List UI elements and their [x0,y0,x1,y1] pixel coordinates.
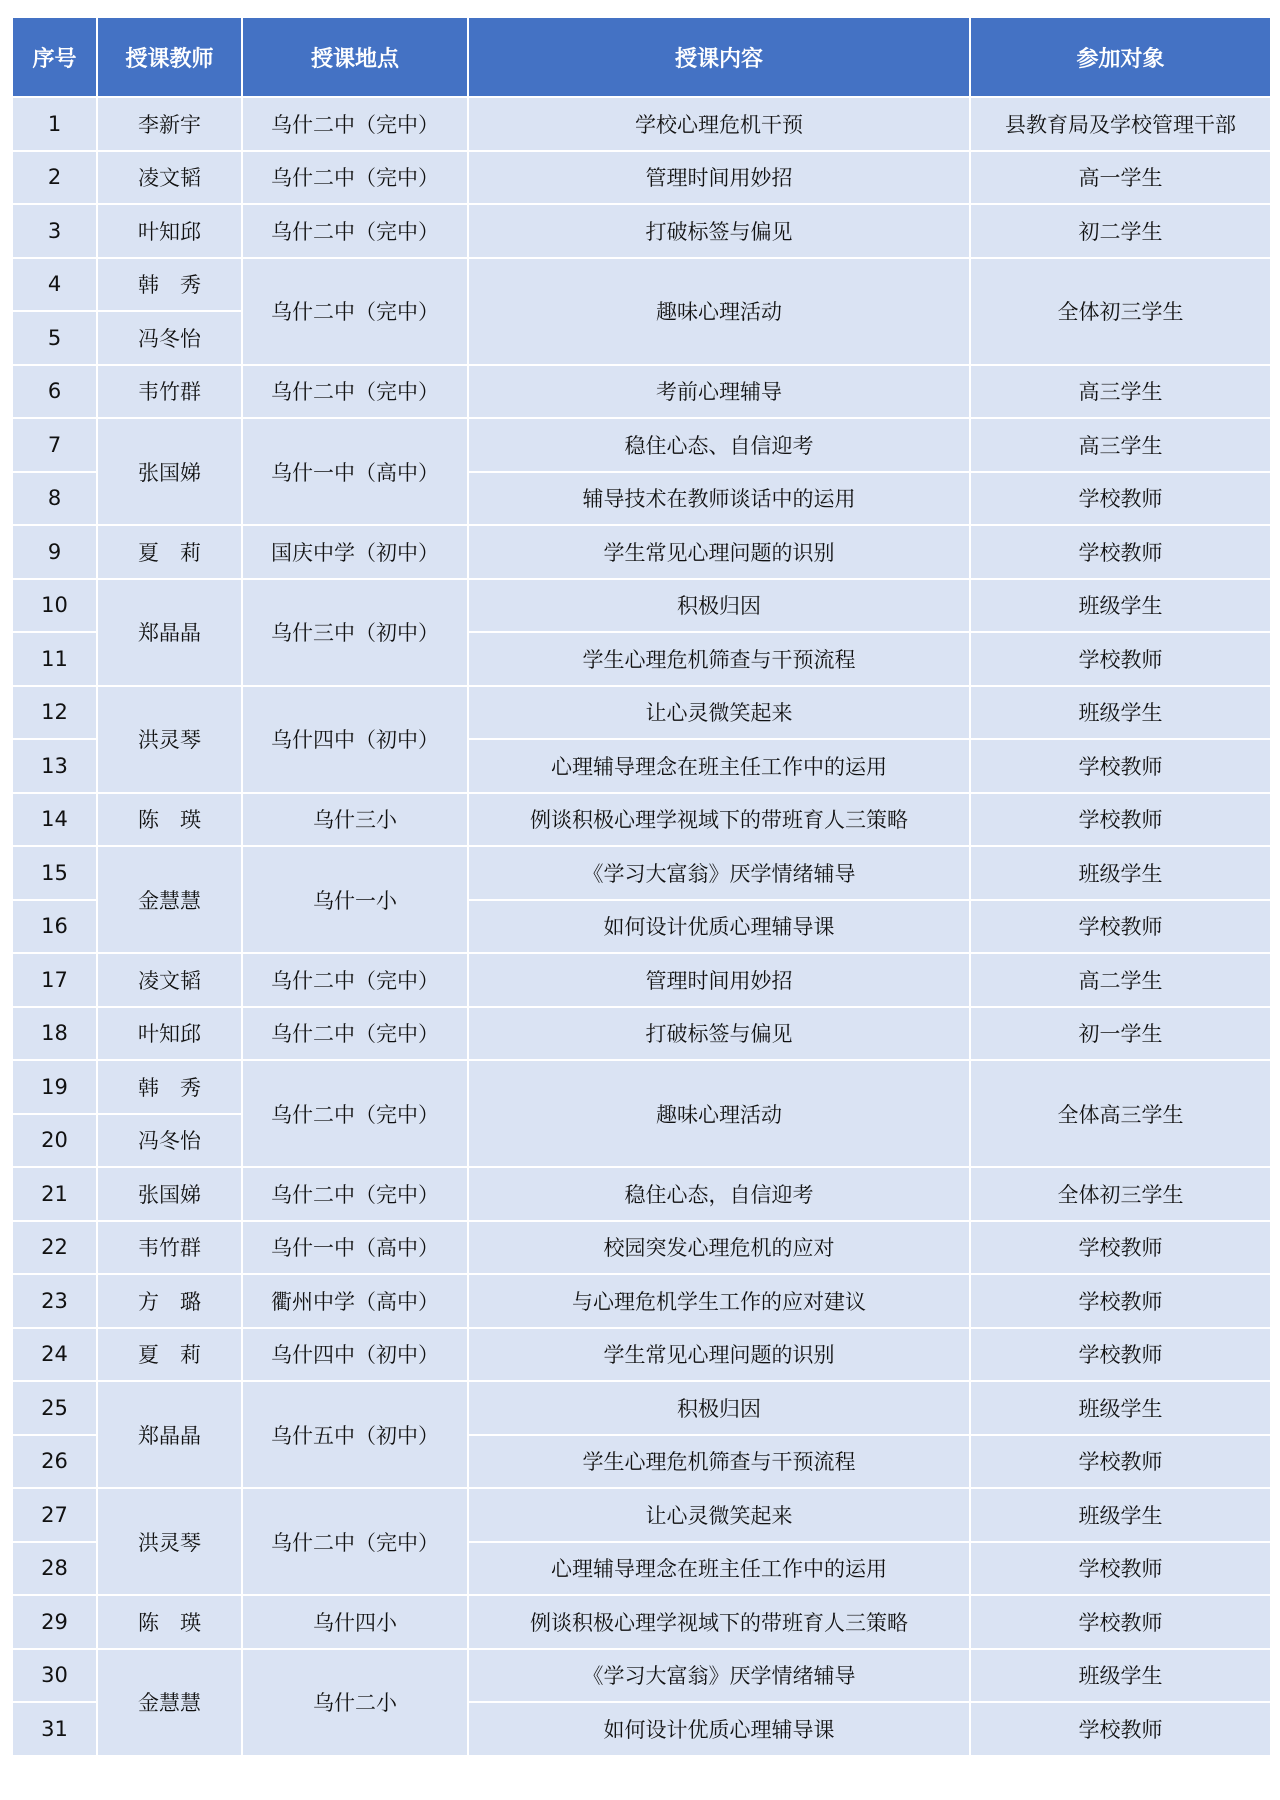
teacher-cell: 夏 莉 [97,1328,242,1382]
index-cell: 15 [12,846,97,900]
content-cell: 管理时间用妙招 [468,151,970,205]
location-cell: 乌什三中（初中） [242,579,468,686]
header-teacher: 授课教师 [97,17,242,97]
index-cell: 12 [12,686,97,740]
teacher-cell: 洪灵琴 [97,1488,242,1595]
index-cell: 27 [12,1488,97,1542]
index-cell: 4 [12,258,97,312]
content-cell: 心理辅导理念在班主任工作中的运用 [468,1542,970,1596]
audience-cell: 全体高三学生 [970,1060,1271,1167]
audience-cell: 学校教师 [970,900,1271,954]
content-cell: 打破标签与偏见 [468,1007,970,1061]
content-cell: 学生心理危机筛查与干预流程 [468,1435,970,1489]
location-cell: 乌什二中（完中） [242,204,468,258]
teacher-cell: 金慧慧 [97,1649,242,1756]
audience-cell: 学校教师 [970,632,1271,686]
location-cell: 乌什二中（完中） [242,151,468,205]
location-cell: 乌什四中（初中） [242,686,468,793]
index-cell: 30 [12,1649,97,1703]
content-cell: 如何设计优质心理辅导课 [468,900,970,954]
index-cell: 2 [12,151,97,205]
teacher-cell: 张国娣 [97,418,242,525]
table-row [12,1007,1271,1061]
index-cell: 3 [12,204,97,258]
content-cell: 积极归因 [468,1381,970,1435]
table-row [12,365,1271,419]
location-cell: 乌什二中（完中） [242,1060,468,1167]
table-row [12,258,1271,312]
teacher-cell: 冯冬怡 [97,1114,242,1168]
content-cell: 让心灵微笑起来 [468,1488,970,1542]
location-cell: 乌什四中（初中） [242,1328,468,1382]
index-cell: 5 [12,311,97,365]
content-cell: 趣味心理活动 [468,258,970,365]
audience-cell: 全体初三学生 [970,1167,1271,1221]
location-cell: 乌什一小 [242,846,468,953]
index-cell: 13 [12,739,97,793]
teacher-cell: 韩 秀 [97,258,242,312]
teacher-cell: 金慧慧 [97,846,242,953]
teacher-cell: 韦竹群 [97,365,242,419]
audience-cell: 学校教师 [970,1221,1271,1275]
table-row [12,953,1271,1007]
index-cell: 9 [12,525,97,579]
content-cell: 积极归因 [468,579,970,633]
index-cell: 25 [12,1381,97,1435]
teacher-cell: 韦竹群 [97,1221,242,1275]
content-cell: 学生心理危机筛查与干预流程 [468,632,970,686]
teacher-cell: 郑晶晶 [97,1381,242,1488]
table-row [12,1328,1271,1382]
content-cell: 心理辅导理念在班主任工作中的运用 [468,739,970,793]
index-cell: 22 [12,1221,97,1275]
audience-cell: 高三学生 [970,365,1271,419]
table-row [12,1488,1271,1542]
teacher-cell: 凌文韬 [97,151,242,205]
audience-cell: 学校教师 [970,525,1271,579]
table-row [12,1167,1271,1221]
teacher-cell: 冯冬怡 [97,311,242,365]
table-row [12,1649,1271,1703]
content-cell: 管理时间用妙招 [468,953,970,1007]
table-row [12,579,1271,633]
location-cell: 乌什五中（初中） [242,1381,468,1488]
content-cell: 打破标签与偏见 [468,204,970,258]
header-content: 授课内容 [468,17,970,97]
table-row [12,846,1271,900]
teacher-cell: 陈 瑛 [97,793,242,847]
location-cell: 乌什二小 [242,1649,468,1756]
audience-cell: 初二学生 [970,204,1271,258]
content-cell: 如何设计优质心理辅导课 [468,1702,970,1756]
teacher-cell: 李新宇 [97,97,242,151]
location-cell: 乌什四小 [242,1595,468,1649]
teacher-cell: 韩 秀 [97,1060,242,1114]
table-body [12,97,1271,1756]
teacher-cell: 张国娣 [97,1167,242,1221]
content-cell: 学生常见心理问题的识别 [468,1328,970,1382]
location-cell: 乌什一中（高中） [242,418,468,525]
teacher-cell: 郑晶晶 [97,579,242,686]
index-cell: 20 [12,1114,97,1168]
audience-cell: 学校教师 [970,739,1271,793]
audience-cell: 学校教师 [970,1274,1271,1328]
location-cell: 国庆中学（初中） [242,525,468,579]
content-cell: 例谈积极心理学视域下的带班育人三策略 [468,793,970,847]
content-cell: 《学习大富翁》厌学情绪辅导 [468,846,970,900]
audience-cell: 班级学生 [970,1381,1271,1435]
audience-cell: 班级学生 [970,579,1271,633]
header-index: 序号 [12,17,97,97]
index-cell: 23 [12,1274,97,1328]
audience-cell: 学校教师 [970,472,1271,526]
index-cell: 21 [12,1167,97,1221]
content-cell: 稳住心态、自信迎考 [468,418,970,472]
index-cell: 10 [12,579,97,633]
index-cell: 7 [12,418,97,472]
audience-cell: 学校教师 [970,1702,1271,1756]
table-row [12,1221,1271,1275]
location-cell: 乌什二中（完中） [242,97,468,151]
content-cell: 校园突发心理危机的应对 [468,1221,970,1275]
location-cell: 衢州中学（高中） [242,1274,468,1328]
audience-cell: 班级学生 [970,846,1271,900]
index-cell: 26 [12,1435,97,1489]
audience-cell: 学校教师 [970,1595,1271,1649]
training-schedule-table [11,16,1272,1757]
content-cell: 稳住心态，自信迎考 [468,1167,970,1221]
audience-cell: 学校教师 [970,1328,1271,1382]
location-cell: 乌什二中（完中） [242,953,468,1007]
index-cell: 24 [12,1328,97,1382]
content-cell: 《学习大富翁》厌学情绪辅导 [468,1649,970,1703]
index-cell: 14 [12,793,97,847]
audience-cell: 高三学生 [970,418,1271,472]
teacher-cell: 陈 瑛 [97,1595,242,1649]
audience-cell: 学校教师 [970,793,1271,847]
teacher-cell: 凌文韬 [97,953,242,1007]
audience-cell: 高一学生 [970,151,1271,205]
table-row [12,1595,1271,1649]
content-cell: 例谈积极心理学视域下的带班育人三策略 [468,1595,970,1649]
index-cell: 6 [12,365,97,419]
table-row [12,686,1271,740]
content-cell: 让心灵微笑起来 [468,686,970,740]
location-cell: 乌什三小 [242,793,468,847]
table-row [12,418,1271,472]
content-cell: 学生常见心理问题的识别 [468,525,970,579]
content-cell: 辅导技术在教师谈话中的运用 [468,472,970,526]
header-row [12,17,1271,97]
location-cell: 乌什一中（高中） [242,1221,468,1275]
table-row [12,1381,1271,1435]
header-location: 授课地点 [242,17,468,97]
audience-cell: 学校教师 [970,1435,1271,1489]
location-cell: 乌什二中（完中） [242,1488,468,1595]
audience-cell: 全体初三学生 [970,258,1271,365]
table-row [12,97,1271,151]
location-cell: 乌什二中（完中） [242,365,468,419]
teacher-cell: 洪灵琴 [97,686,242,793]
teacher-cell: 叶知邱 [97,204,242,258]
audience-cell: 初一学生 [970,1007,1271,1061]
teacher-cell: 夏 莉 [97,525,242,579]
audience-cell: 班级学生 [970,1649,1271,1703]
index-cell: 29 [12,1595,97,1649]
index-cell: 1 [12,97,97,151]
table-row [12,793,1271,847]
location-cell: 乌什二中（完中） [242,1007,468,1061]
table-row [12,525,1271,579]
index-cell: 31 [12,1702,97,1756]
content-cell: 与心理危机学生工作的应对建议 [468,1274,970,1328]
index-cell: 16 [12,900,97,954]
teacher-cell: 方 璐 [97,1274,242,1328]
content-cell: 考前心理辅导 [468,365,970,419]
content-cell: 学校心理危机干预 [468,97,970,151]
audience-cell: 班级学生 [970,1488,1271,1542]
audience-cell: 高二学生 [970,953,1271,1007]
audience-cell: 班级学生 [970,686,1271,740]
index-cell: 17 [12,953,97,1007]
index-cell: 28 [12,1542,97,1596]
index-cell: 8 [12,472,97,526]
teacher-cell: 叶知邱 [97,1007,242,1061]
index-cell: 11 [12,632,97,686]
table-row [12,204,1271,258]
header-audience: 参加对象 [970,17,1271,97]
content-cell: 趣味心理活动 [468,1060,970,1167]
location-cell: 乌什二中（完中） [242,258,468,365]
index-cell: 18 [12,1007,97,1061]
audience-cell: 县教育局及学校管理干部 [970,97,1271,151]
index-cell: 19 [12,1060,97,1114]
table-row [12,1274,1271,1328]
location-cell: 乌什二中（完中） [242,1167,468,1221]
audience-cell: 学校教师 [970,1542,1271,1596]
table-row [12,1060,1271,1114]
table-row [12,151,1271,205]
